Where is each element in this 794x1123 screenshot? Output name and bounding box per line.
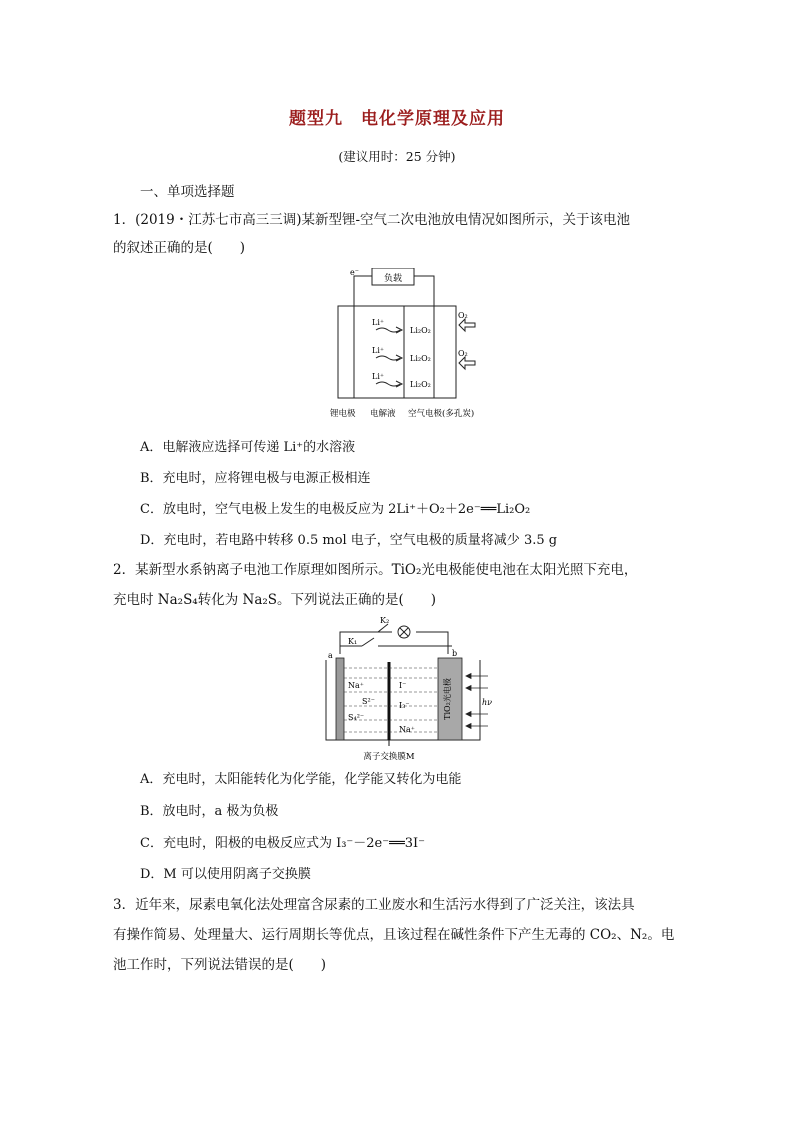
q1-product-3: Li₂O₂ bbox=[410, 380, 431, 389]
q1-text-line1: 1．(2019・江苏七市高三三调)某新型锂-空气二次电池放电情况如图所示，关于该电池 bbox=[113, 212, 631, 228]
q2-k1-label: K₁ bbox=[348, 637, 358, 646]
q3-text-line3: 池工作时，下列说法错误的是( ) bbox=[113, 957, 327, 973]
q1-li-ion-3: Li⁺ bbox=[372, 372, 385, 381]
q2-membrane-label: 离子交换膜M bbox=[363, 752, 415, 762]
q2-figure bbox=[322, 614, 494, 764]
q2-i-label: I⁻ bbox=[399, 681, 407, 690]
q2-k2-label: K₂ bbox=[380, 616, 390, 625]
page-subtitle: (建议用时：25 分钟) bbox=[338, 149, 456, 164]
q1-text-line2: 的叙述正确的是( ) bbox=[113, 240, 246, 256]
q1-load-label: 负载 bbox=[383, 274, 403, 284]
section-title: 一、单项选择题 bbox=[140, 184, 235, 200]
q1-li-ion-2: Li⁺ bbox=[372, 346, 385, 355]
q2-na-left: Na⁺ bbox=[348, 681, 364, 690]
q1-option-d: D．充电时，若电路中转移 0.5 mol 电子，空气电极的质量将减少 3.5 g bbox=[140, 533, 558, 548]
q2-b-label: b bbox=[452, 649, 458, 658]
page-title: 题型九 电化学原理及应用 bbox=[289, 109, 505, 129]
q1-product-1: Li₂O₂ bbox=[410, 326, 431, 335]
q1-electron-label: e⁻ bbox=[350, 268, 359, 277]
q2-text-line1: 2．某新型水系钠离子电池工作原理如图所示。TiO₂光电极能使电池在太阳光照下充电， bbox=[113, 562, 638, 578]
q1-option-b: B．充电时，应将锂电极与电源正极相连 bbox=[140, 471, 371, 486]
q3-text-line2: 有操作简易、处理量大、运行周期长等优点，且该过程在碱性条件下产生无毒的 CO₂、N₂。电 bbox=[113, 927, 675, 943]
q1-oxygen-2: O₂ bbox=[458, 349, 468, 358]
q2-s4-label: S₄²⁻ bbox=[348, 713, 365, 722]
q1-label-air-electrode: 空气电极(多孔炭) bbox=[408, 409, 475, 419]
q1-figure bbox=[330, 268, 490, 423]
q2-option-a: A．充电时，太阳能转化为化学能，化学能又转化为电能 bbox=[140, 772, 462, 787]
q2-i3-label: I₃⁻ bbox=[399, 701, 410, 710]
q2-text-line2: 充电时 Na₂S₄转化为 Na₂S。下列说法正确的是( ) bbox=[113, 592, 437, 608]
q3-text-line1: 3．近年来，尿素电氧化法处理富含尿素的工业废水和生活污水得到了广泛关注，该法具 bbox=[113, 897, 635, 913]
q2-a-label: a bbox=[328, 651, 333, 660]
q1-product-2: Li₂O₂ bbox=[410, 354, 431, 363]
q2-option-b: B．放电时，a 极为负极 bbox=[140, 804, 279, 819]
q2-na-right: Na⁺ bbox=[399, 725, 415, 734]
q2-option-c: C．充电时，阳极的电极反应式为 I₃⁻－2e⁻══3I⁻ bbox=[140, 836, 426, 851]
q1-option-a: A．电解液应选择可传递 Li⁺的水溶液 bbox=[140, 440, 356, 455]
q2-hv-label: hν bbox=[482, 698, 493, 707]
q2-s2-label: S²⁻ bbox=[362, 697, 375, 706]
q1-oxygen-1: O₂ bbox=[458, 311, 468, 320]
q2-option-d: D．M 可以使用阴离子交换膜 bbox=[140, 867, 311, 882]
q2-electrode-label: TiO₂光电极 bbox=[443, 678, 452, 720]
q1-label-lithium: 锂电极 bbox=[330, 409, 356, 419]
q1-option-c: C．放电时，空气电极上发生的电极反应为 2Li⁺＋O₂＋2e⁻══Li₂O₂ bbox=[140, 502, 531, 517]
q1-li-ion-1: Li⁺ bbox=[372, 318, 385, 327]
q1-label-electrolyte: 电解液 bbox=[370, 409, 396, 419]
